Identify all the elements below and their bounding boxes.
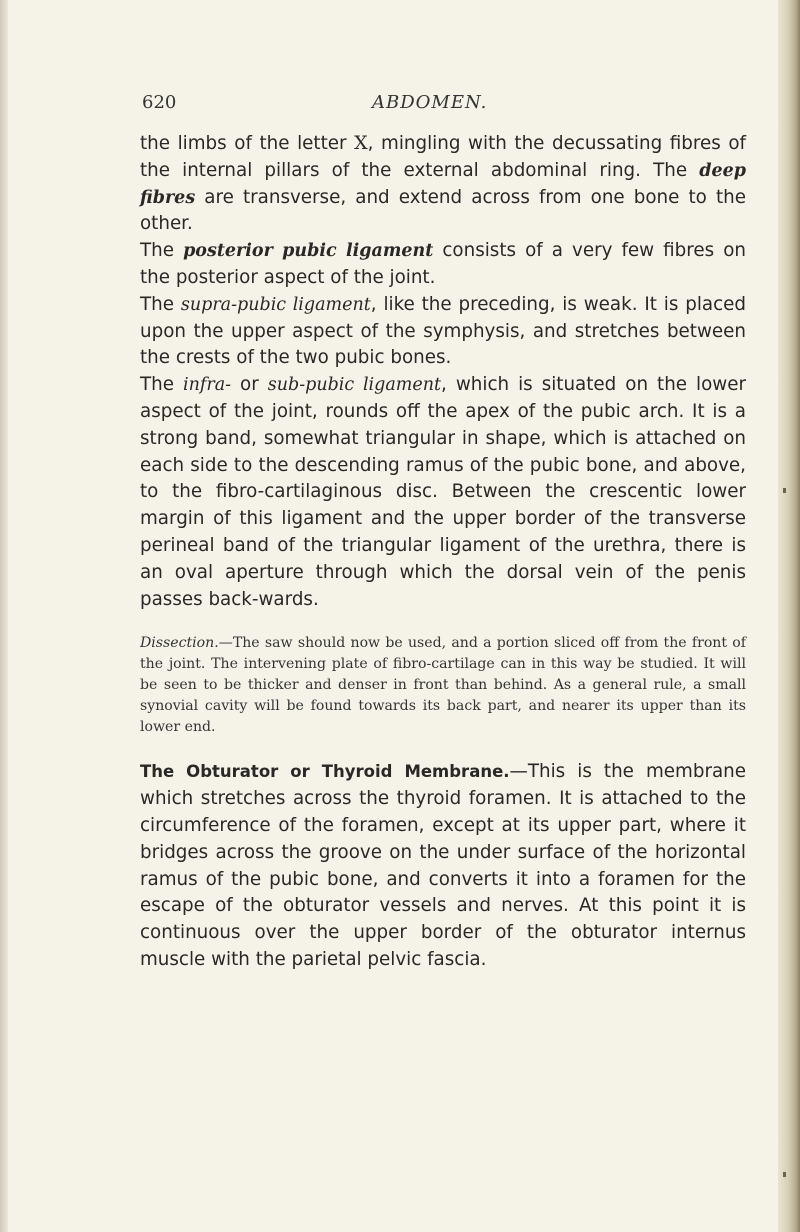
page-number: 620 bbox=[142, 92, 177, 113]
paragraph-deep-fibres bbox=[140, 130, 746, 238]
text-run: the limbs of the letter bbox=[140, 133, 355, 154]
text-run: are transverse, and extend across from one bone to the other. bbox=[140, 186, 746, 235]
term-sub-pubic-ligament: sub-pubic ligament bbox=[267, 375, 442, 396]
term-posterior-pubic-ligament: posterior pubic ligament bbox=[183, 241, 434, 262]
paragraph-sub-pubic-ligament bbox=[140, 372, 746, 613]
text-run: —This is the membrane which stretches across the thyroid foramen. It is attached to the circumference of the foramen, except at its upper part, where it bridges across the groove on the under surface of the horizontal ramus of the pubic bone, and converts it into a foramen for the escape of the obturator vessels and nerves. At this point it is continuous over the upper border of the obturator internus muscle with the parietal pelvic fascia. bbox=[140, 761, 746, 970]
text-run: consists of a very few fibres on the posterior aspect of the joint. bbox=[140, 240, 746, 288]
running-head: ABDOMEN. bbox=[372, 92, 488, 113]
term-deep-fibres: deep fibres bbox=[140, 160, 746, 208]
text-run: , like the preceding, is weak. It is placed upon the upper aspect of the symphysis, and stretches between the crests of the two pubic bones. bbox=[140, 293, 747, 369]
edge-speck bbox=[783, 1172, 786, 1177]
term-supra-pubic-ligament: supra-pubic ligament bbox=[180, 294, 371, 315]
edge-speck bbox=[783, 488, 786, 493]
text-run: —The saw should now be used, and a portion sliced off from the front of the joint. The intervening plate of fibro-cartilage can in this way be studied. It will be seen to be thicker and denser in front than behind. As a general rule, a small synovial cavity will be found towards its back part, and nearer its upper than its lower end. bbox=[140, 635, 746, 735]
page-header bbox=[0, 92, 800, 114]
page-body bbox=[140, 130, 746, 974]
section-heading: The Obturator or Thyroid Membrane. bbox=[140, 762, 510, 782]
text-run: , which is situated on the lower aspect of the joint, rounds off the apex of the pubic arch. It is a strong band, somewhat triangular in shape, which is attached on each side to the descending ramus of the pubic bone, and above, to the fibro-cartilaginous disc. Between the crescentic lower margin of this ligament and the upper border of the transverse perineal band of the triangular ligament of the urethra, there is an oval aperture through which the dorsal vein of the penis passes back-wards. bbox=[140, 374, 747, 610]
letter-x: X bbox=[354, 132, 368, 154]
paragraph-supra-pubic-ligament bbox=[140, 292, 746, 372]
paragraph-posterior-pubic-ligament bbox=[140, 238, 746, 292]
text-run: The bbox=[140, 374, 183, 396]
text-run: or bbox=[231, 374, 268, 396]
text-run: , mingling with the decussating fibres of the internal pillars of the external abdominal ring. The bbox=[140, 133, 746, 181]
dissection-label: Dissection. bbox=[140, 635, 219, 652]
text-run: The bbox=[140, 240, 184, 262]
dissection-note bbox=[140, 633, 746, 737]
section-obturator-membrane bbox=[140, 759, 746, 973]
text-run: The bbox=[140, 293, 181, 315]
page-left-edge bbox=[0, 0, 8, 1232]
page-right-edge bbox=[778, 0, 800, 1232]
term-infra-pubic: infra- bbox=[183, 375, 232, 396]
